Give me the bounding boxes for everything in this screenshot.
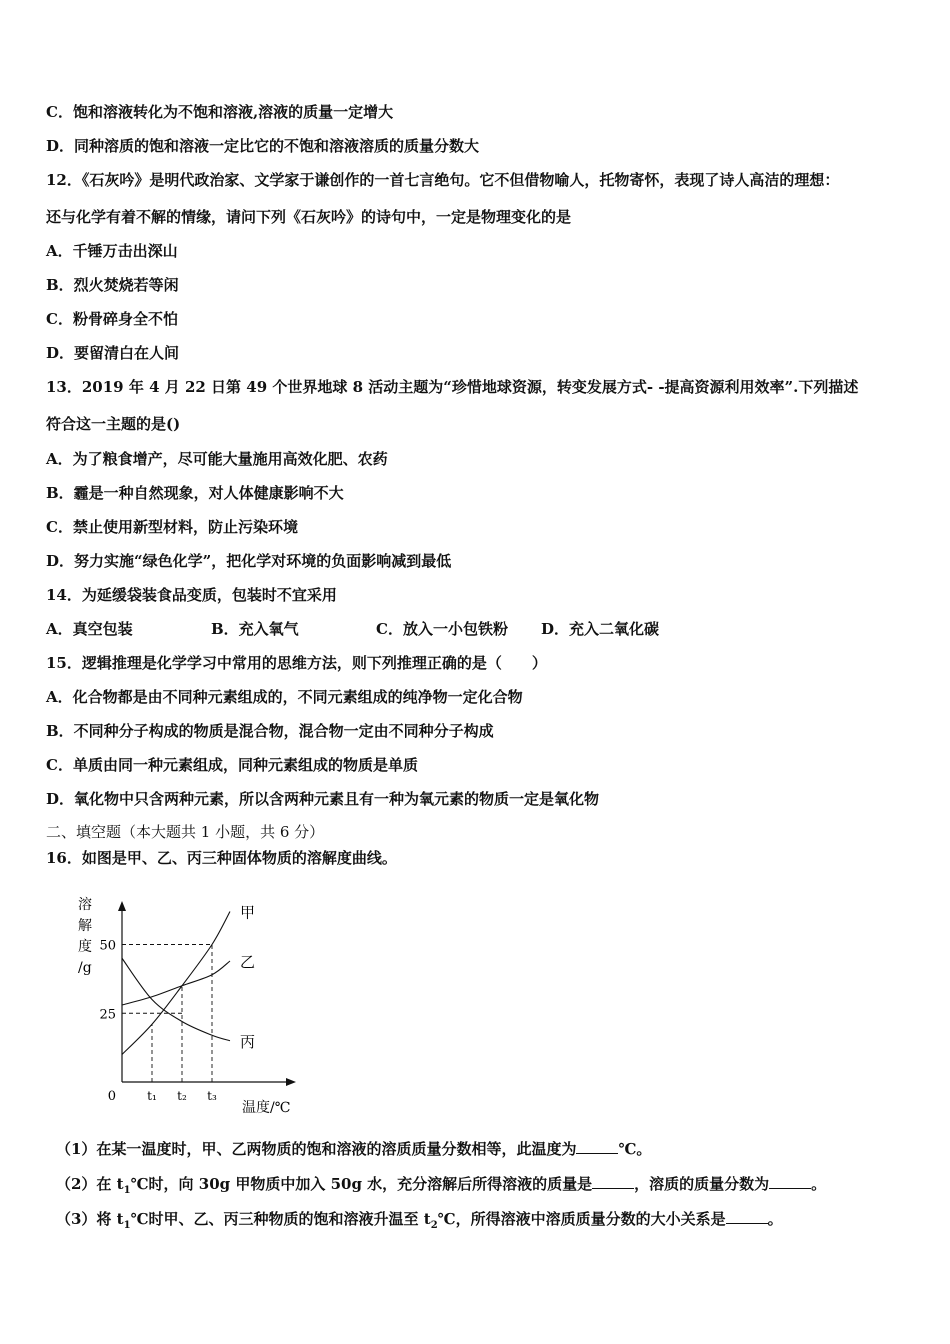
q16-sub3-text-4: 。 [767,1210,783,1228]
q14-option-c: C．放入一小包铁粉 [376,620,508,638]
chart-axes [118,901,296,1086]
q13-stem-line1: 13．2019 年 4 月 22 日第 49 个世界地球 8 活动主题为“珍惜地球资源，转变发展方式- -提高资源利用效率”.下列描述 [46,378,859,396]
q16-sub3 [56,1209,783,1236]
curve-series-1 [122,912,230,1055]
q12-stem-line2: 还与化学有着不解的情缘，请问下列《石灰吟》的诗句中，一定是物理变化的是 [46,208,572,226]
q16-sub3-subscript-1: 1 [123,1220,131,1231]
q12-option-d: D．要留清白在人间 [46,344,180,362]
x-axis-arrow [286,1078,296,1086]
q14-option-a: A．真空包装 [46,620,133,638]
q16-sub3-text-3: ℃，所得溶液中溶质质量分数的大小关系是 [437,1210,726,1228]
q15-option-d: D．氧化物中只含两种元素，所以含两种元素且有一种为氧元素的物质一定是氧化物 [46,790,600,808]
q15-option-a: A．化合物都是由不同种元素组成的，不同元素组成的纯净物一定化合物 [46,688,523,706]
q12-option-b: B．烈火焚烧若等闲 [46,276,179,294]
q16-sub2 [56,1174,826,1201]
chart-labels [78,896,290,1116]
series-label-1: 甲 [240,903,256,922]
series-label-2: 乙 [240,953,256,971]
x-tick-label-3: t₃ [207,1089,217,1103]
q16-sub1-unit: ℃。 [618,1140,652,1158]
q16-sub1 [56,1139,651,1159]
q16-sub2-text-2: ℃时，向 30g 甲物质中加入 50g 水，充分溶解后所得溶液的质量是 [130,1175,593,1193]
q16-sub3-text-1: （3）将 t [56,1210,124,1228]
q13-stem-line2: 符合这一主题的是() [46,415,181,433]
origin-label: 0 [107,1089,116,1104]
q16-sub1-text: （1）在某一温度时，甲、乙两物质的饱和溶液的溶质质量分数相等，此温度为 [56,1140,577,1158]
solubility-chart [70,885,310,1117]
q16-sub2-text-3: ，溶质的质量分数为 [634,1175,770,1193]
q15-option-b: B．不同种分子构成的物质是混合物，混合物一定由不同种分子构成 [46,722,494,740]
q16-sub2-text-1: （2）在 t [56,1175,124,1193]
x-axis-title: 温度/℃ [242,1100,291,1116]
q16-sub3-blank[interactable] [726,1209,768,1224]
q13-option-b: B．霾是一种自然现象，对人体健康影响不大 [46,484,344,502]
q14-option-d: D．充入二氧化碳 [541,620,660,638]
section-heading-fill-in: 二、填空题（本大题共 1 小题，共 6 分） [46,823,325,841]
curve-series-3 [122,958,230,1041]
q16-sub1-blank[interactable] [576,1139,618,1154]
y-axis-title-part-2: 解 [78,918,92,934]
q13-option-c: C．禁止使用新型材料，防止污染环境 [46,518,298,536]
y-axis-title-part-3: 度 [78,939,92,955]
q15-option-c: C．单质由同一种元素组成，同种元素组成的物质是单质 [46,756,418,774]
q12-option-c: C．粉骨碎身全不怕 [46,310,178,328]
q12-stem-line1: 12．《石灰吟》是明代政治家、文学家于谦创作的一首七言绝句。它不但借物喻人，托物寄怀，表现了诗人高洁的理想： [46,171,840,189]
x-tick-label-2: t₂ [177,1089,187,1103]
y-axis-title-part-1: 溶 [78,897,92,913]
q14-option-b: B．充入氧气 [211,620,299,638]
chart-guide-lines [122,945,212,1083]
curve-series-2 [122,961,230,1005]
q16-sub3-subscript-2: 2 [430,1220,438,1231]
y-axis-arrow [118,901,126,911]
q14-stem: 14．为延缓袋装食品变质，包装时不宜采用 [46,586,337,604]
q16-sub2-blank-fraction[interactable] [769,1174,811,1189]
chart-curves [122,912,230,1055]
series-label-3: 丙 [240,1032,256,1051]
q16-sub2-blank-mass[interactable] [592,1174,634,1189]
q13-option-a: A．为了粮食增产，尽可能大量施用高效化肥、农药 [46,450,388,468]
y-tick-label-1: 25 [99,1007,116,1023]
x-tick-label-1: t₁ [147,1089,157,1103]
q16-sub3-text-2: ℃时甲、乙、丙三种物质的饱和溶液升温至 t [130,1210,431,1228]
y-axis-title-part-4: /g [78,960,92,976]
q15-stem: 15．逻辑推理是化学学习中常用的思维方法，则下列推理正确的是（ ） [46,654,547,672]
q16-sub2-text-4: 。 [811,1175,827,1193]
y-tick-label-2: 50 [99,938,116,954]
q12-option-a: A．千锤万击出深山 [46,242,178,260]
q13-option-d: D．努力实施“绿色化学”，把化学对环境的负面影响减到最低 [46,552,452,570]
q16-stem: 16．如图是甲、乙、丙三种固体物质的溶解度曲线。 [46,849,397,867]
q11-option-c: C．饱和溶液转化为不饱和溶液,溶液的质量一定增大 [46,103,394,121]
q11-option-d: D．同种溶质的饱和溶液一定比它的不饱和溶液溶质的质量分数大 [46,137,480,155]
q16-sub2-subscript: 1 [123,1185,131,1196]
q14-options [46,619,659,639]
